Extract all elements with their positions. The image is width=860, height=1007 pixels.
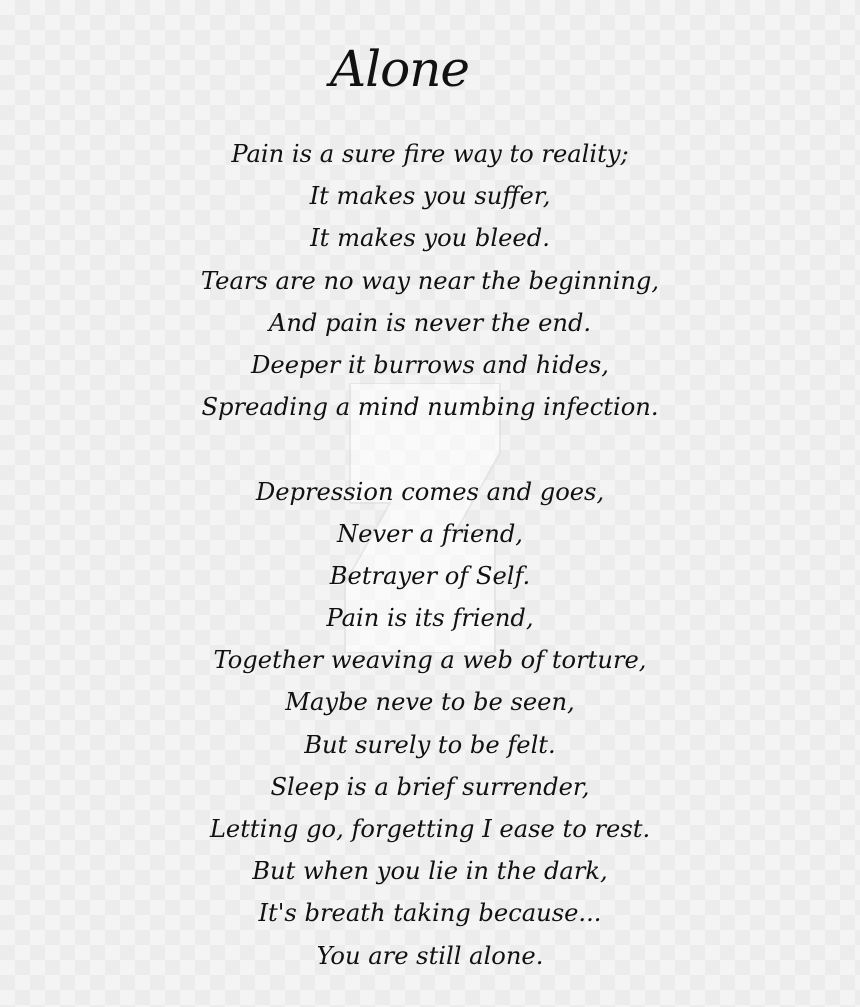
- poem-line: Letting go, forgetting I ease to rest.: [209, 815, 651, 843]
- poem-line: Pain is a sure fire way to reality;: [231, 140, 629, 168]
- poem-line: You are still alone.: [316, 941, 544, 970]
- stanza-break: [0, 428, 860, 470]
- poem-line: It's breath taking because...: [258, 899, 602, 928]
- poem-line: It makes you suffer,: [309, 182, 551, 211]
- poem-line: Spreading a mind numbing infection.: [201, 393, 659, 422]
- poem-line: Never a friend,: [336, 519, 523, 548]
- poem-line: Deeper it burrows and hides,: [251, 350, 609, 379]
- poem-line: Betrayer of Self.: [329, 561, 531, 590]
- stanza-2: [0, 471, 860, 977]
- poem-line: Sleep is a brief surrender,: [270, 772, 590, 801]
- stanza-1: [0, 133, 860, 428]
- poem-line: It makes you bleed.: [310, 224, 550, 253]
- poem-line: And pain is never the end.: [268, 308, 592, 337]
- poem-title: Alone: [330, 40, 469, 98]
- poem-line: Together weaving a web of torture,: [213, 646, 647, 675]
- poem-line: Maybe neve to be seen,: [285, 688, 575, 717]
- poem-line: But surely to be felt.: [304, 730, 556, 759]
- poem-line: But when you lie in the dark,: [252, 857, 608, 886]
- poem-body: [0, 133, 860, 977]
- poem-line: Tears are no way near the beginning,: [200, 266, 660, 295]
- poem-line: Depression comes and goes,: [255, 477, 605, 506]
- poem-line: Pain is its friend,: [326, 604, 534, 633]
